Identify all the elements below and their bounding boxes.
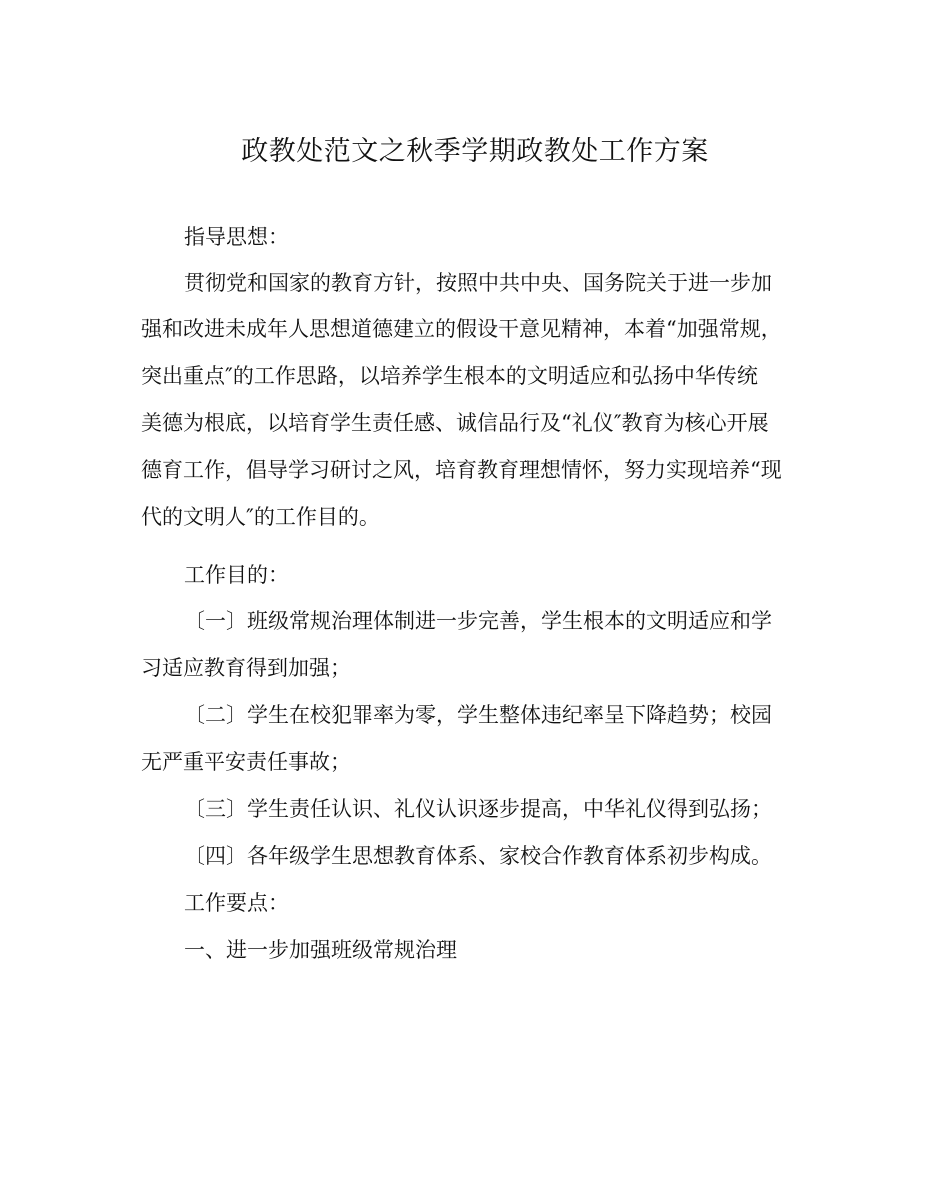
goal-item-4: 〔四〕各年级学生思想教育体系、家校合作教育体系初步构成。 bbox=[184, 844, 772, 868]
paragraph-line: 代的文明人″的工作目的。 bbox=[141, 505, 380, 529]
goal-item-1: 〔一〕班级常规治理体制进一步完善，学生根本的文明适应和学 bbox=[184, 609, 772, 633]
document-title: 政教处范文之秋季学期政教处工作方案 bbox=[241, 136, 709, 167]
paragraph-line: 德育工作，倡导学习研讨之风，培育教育理想情怀，努力实现培养“现 bbox=[141, 458, 782, 482]
paragraph-line: 贯彻党和国家的教育方针，按照中共中央、国务院关于进一步加 bbox=[184, 271, 772, 295]
paragraph-line: 突出重点″的工作思路，以培养学生根本的文明适应和弘扬中华传统 bbox=[141, 364, 758, 388]
goal-item-2: 〔二〕学生在校犯罪率为零，学生整体违纪率呈下降趋势；校园 bbox=[184, 703, 772, 727]
goal-item-1-continued: 习适应教育得到加强； bbox=[141, 656, 351, 680]
goal-item-3: 〔三〕学生责任认识、礼仪认识逐步提高，中华礼仪得到弘扬； bbox=[184, 797, 772, 821]
heading-work-points: 工作要点： bbox=[184, 891, 289, 915]
paragraph-line: 强和改进未成年人思想道德建立的假设干意见精神，本着“加强常规， bbox=[141, 317, 782, 341]
heading-work-goals: 工作目的： bbox=[184, 563, 289, 587]
section-heading-1: 一、进一步加强班级常规治理 bbox=[184, 938, 457, 962]
goal-item-2-continued: 无严重平安责任事故； bbox=[141, 750, 351, 774]
paragraph-line: 美德为根底，以培育学生责任感、诚信品行及“礼仪″教育为核心开展 bbox=[141, 411, 769, 435]
heading-guiding-ideology: 指导思想： bbox=[184, 225, 289, 249]
